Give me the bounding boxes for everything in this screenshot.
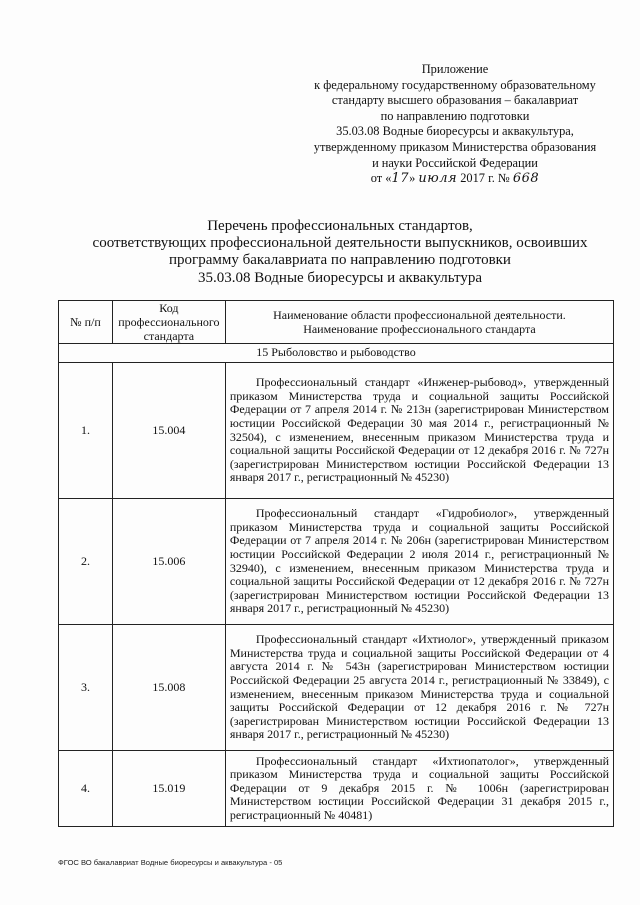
appendix-line: к федеральному государственному образовательному [314,77,596,92]
row-code: 15.019 [112,751,225,827]
appendix-line: по направлению подготовки [380,108,530,123]
row-num: 1. [59,363,113,499]
date-month-handwritten: июля [418,171,458,187]
header-name [225,301,613,344]
appendix-date-line [290,171,620,187]
table-row [59,363,614,499]
table-row [59,751,614,827]
appendix-block [290,62,620,187]
appendix-line: 35.03.08 Водные биоресурсы и аквакультура, [336,124,574,139]
table-header-row [59,301,614,344]
title-line: соответствующих профессиональной деятельности выпускников, освоивших [92,235,588,252]
section-row [59,344,614,363]
header-num: № п/п [59,301,113,344]
row-description [225,625,613,751]
row-description-text: Профессиональный стандарт «Ихтиопатолог», утвержденный приказом Министерства труда и социальной защиты Российской Федерации от 9 декабря 2015 г. № 1006н (зарегистрирован Министерством юстиции Российской Федерации 31 декабря 2015 г., регистрационный № 40481) [229,753,609,822]
table-row [59,625,614,751]
appendix-line: стандарту высшего образования – бакалавриат [331,93,579,108]
row-code: 15.004 [112,363,225,499]
row-num: 3. [59,625,113,751]
standards-table [58,300,614,827]
row-description-text: Профессиональный стандарт «Ихтиолог», утвержденный приказом Министерства труда и социальной защиты Российской Федерации от 4 августа 2014 г. № 543н (зарегистрирован Министерством юстиции Российской Федерации 25 августа 2014 г., регистрационный № 33849), с изменением, внесенным приказом Министерства труда и социальной защиты Российской Федерации от 12 декабря 2016 г. № 727н (зарегистрирован Министерством юстиции Российской Федерации 13 января 2017 г., регистрационный № 45230) [229,632,609,742]
appendix-line: Приложение [421,62,489,76]
date-prefix: от « [370,171,392,186]
row-description-text: Профессиональный стандарт «Инженер-рыбовод», утвержденный приказом Министерства труда и социальной защиты Российской Федерации от 7 апреля 2014 г. № 213н (зарегистрирован Министерством юстиции Российской Федерации 30 мая 2014 г., регистрационный № 32504), с изменением, внесенным приказом Министерства труда и социальной защиты Российской Федерации от 12 декабря 2016 г. № 727н (зарегистрирован Министерством юстиции Российской Федерации 13 января 2017 г., регистрационный № 45230) [229,375,609,485]
row-num: 4. [59,751,113,827]
row-code: 15.008 [112,625,225,751]
title-line: программу бакалавриата по направлению подготовки [169,252,511,269]
title-line: Перечень профессиональных стандартов, [207,218,473,234]
document-title [60,218,620,287]
appendix-line: и науки Российской Федерации [372,155,538,170]
row-num: 2. [59,499,113,625]
row-description [225,363,613,499]
date-day-handwritten: 17 [391,171,410,187]
row-description [225,499,613,625]
table-row [59,499,614,625]
page-footer: ФГОС ВО бакалавриат Водные биоресурсы и аквакультура - 05 [58,858,283,867]
row-description-text: Профессиональный стандарт «Гидробиолог», утвержденный приказом Министерства труда и социальной защиты Российской Федерации от 7 апреля 2014 г. № 206н (зарегистрирован Министерством юстиции Российской Федерации 2 июля 2014 г., регистрационный № 32940), с изменением, внесенным приказом Министерства труда и социальной защиты Российской Федерации от 12 декабря 2016 г. № 727н (зарегистрирован Министерством юстиции Российской Федерации 13 января 2017 г., регистрационный № 45230) [229,506,609,616]
header-name-line1: Наименование области профессиональной деятельности. [273,308,566,322]
section-title: 15 Рыболовство и рыбоводство [59,344,614,363]
appendix-line: утвержденному приказом Министерства образования [313,139,597,154]
header-code: Код профессионального стандарта [112,301,225,344]
row-description [225,751,613,827]
date-separator: » [409,171,416,186]
order-number-handwritten: 668 [512,171,540,187]
date-year: 2017 г. № [460,171,510,186]
row-code: 15.006 [112,499,225,625]
header-name-line2: Наименование профессионального стандарта [303,322,536,336]
title-line: 35.03.08 Водные биоресурсы и аквакультура [197,269,483,286]
